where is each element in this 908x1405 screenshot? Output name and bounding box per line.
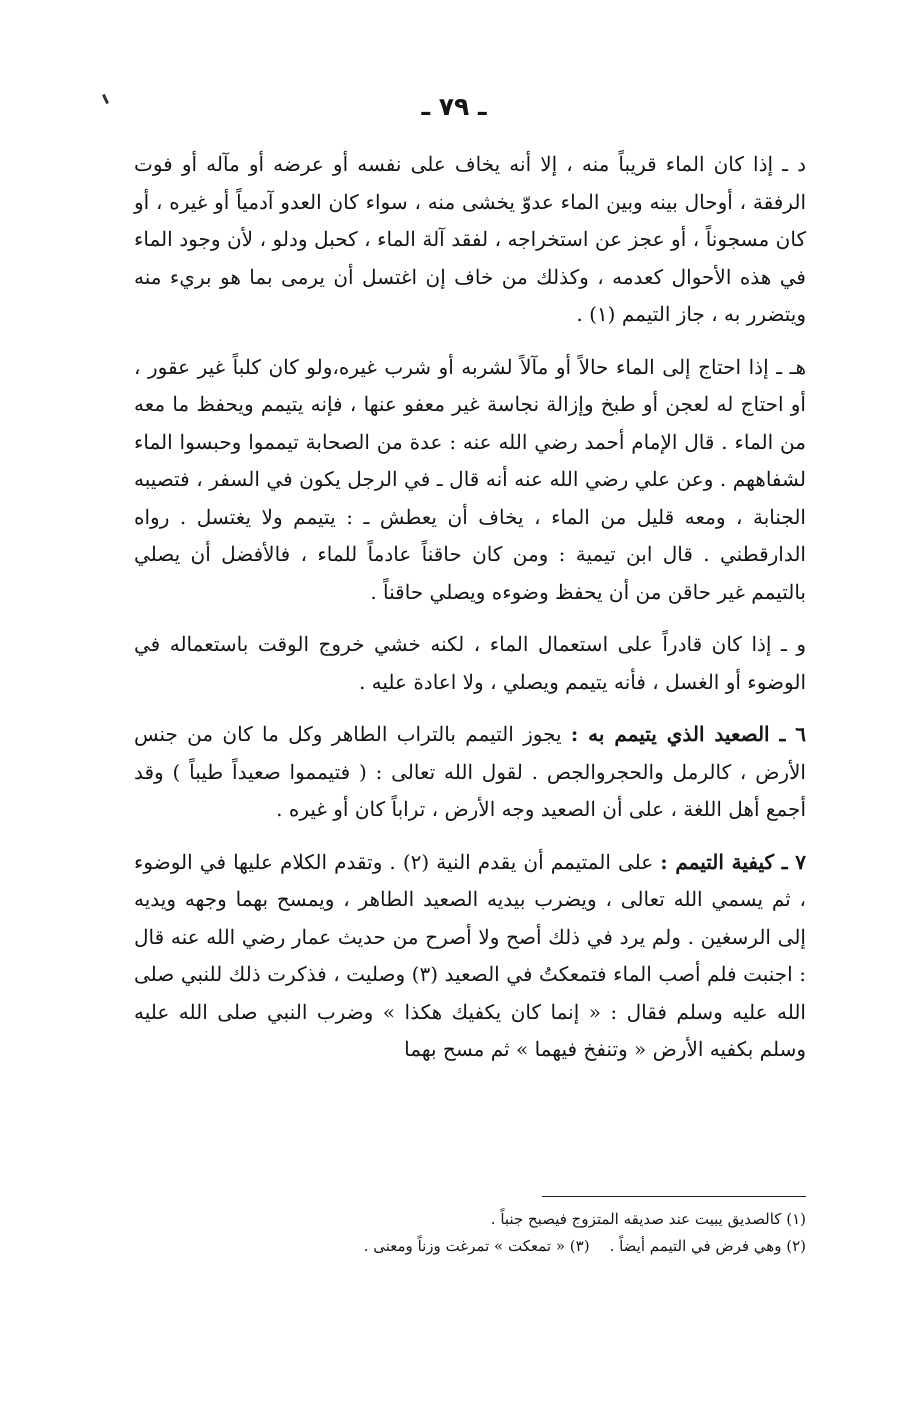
footnote-divider [542,1196,806,1197]
paragraph-w: و ـ إذا كان قادراً على استعمال الماء ، لكنه خشي خروج الوقت باستعماله في الوضوء أو الغسل ، فأنه يتيمم ويصلي ، ولا اعادة عليه . [134,632,806,694]
paragraph-h: هـ ـ إذا احتاج إلى الماء حالاً أو مآلاً لشربه أو شرب غيره،ولو كان كلباً غير عقور ، أو احتاج له لعجن أو طبخ وإزالة نجاسة غير معفو عنها ، فإنه يتيمم ويحفظ ما معه من الماء . قال الإمام أحمد رضي الله عنه : عدة من الصحابة تيمموا وحبسوا الماء لشفاههم . وعن علي رضي الله عنه أنه قال ـ في الرجل يكون في السفر ، فتصيبه الجنابة ، ومعه قليل من الماء ، يخاف أن يعطش ـ : يتيمم ولا يغتسل . رواه الدارقطني . قال ابن تيمية : ومن كان حاقناً عادماً للماء ، فالأفضل أن يصلي بالتيمم غير حاقن من أن يحفظ وضوءه ويصلي حاقناً . [134,354,806,604]
footnote-2: (٢) وهي فرض في التيمم أيضاً . [609,1237,806,1255]
main-text [134,146,806,1084]
footnotes [134,1206,806,1260]
section-7-body: على المتيمم أن يقدم النية (٢) . وتقدم الكلام عليها في الوضوء ، ثم يسمي الله تعالى ، ويضرب بيديه الصعيد الطاهر ، ويمسح بهما وجهه ويديه إلى الرسغين . ولم يرد في ذلك أصح ولا أصرح من حديث عمار رضي الله عنه قال : اجنبت فلم أصب الماء فتمعكتُ في الصعيد (٣) وصليت ، فذكرت ذلك للنبي صلى الله عليه وسلم فقال : « إنما كان يكفيك هكذا » وضرب النبي صلى الله عليه وسلم بكفيه الأرض « وتنفخ فيهما » ثم مسح بهما [134,849,806,1061]
section-6-body: يجوز التيمم بالتراب الطاهر وكل ما كان من جنس الأرض ، كالرمل والحجروالجص . لقول الله تعالى : ( فتيمموا صعيداً طيباً ) وقد أجمع أهل اللغة ، على أن الصعيد وجه الأرض ، تراباً كان أو غيره . [134,722,806,821]
page-number: ـ ٧٩ ـ [421,92,487,121]
section-6-heading: ٦ ـ الصعيد الذي يتيمم به : [570,722,807,746]
section-6 [134,716,806,829]
footnote-row-2-3 [134,1233,806,1260]
footnote-1: (١) كالصديق يبيت عند صديقه المتزوج فيصبح جنباً . [490,1210,806,1228]
footnote-3: (٣) « تمعكت » تمرغت وزناً ومعنى . [363,1237,590,1255]
section-7-heading: ٧ ـ كيفية التيمم : [660,849,807,874]
paragraph-d: د ـ إذا كان الماء قريباً منه ، إلا أنه يخاف على نفسه أو عرضه أو مآله أو فوت الرفقة ، أوحال بينه وبين الماء عدوّ يخشى منه ، سواء كان العدو آدمياً أو غيره ، أو كان مسجوناً ، أو عجز عن استخراجه ، لفقد آلة الماء ، كحبل ودلو ، لأن وجود الماء في هذه الأحوال كعدمه ، وكذلك من خاف إن اغتسل أن يرمى بما هو بريء منه ويتضرر به ، جاز التيمم (١) . [134,152,806,326]
section-7 [134,844,806,1069]
